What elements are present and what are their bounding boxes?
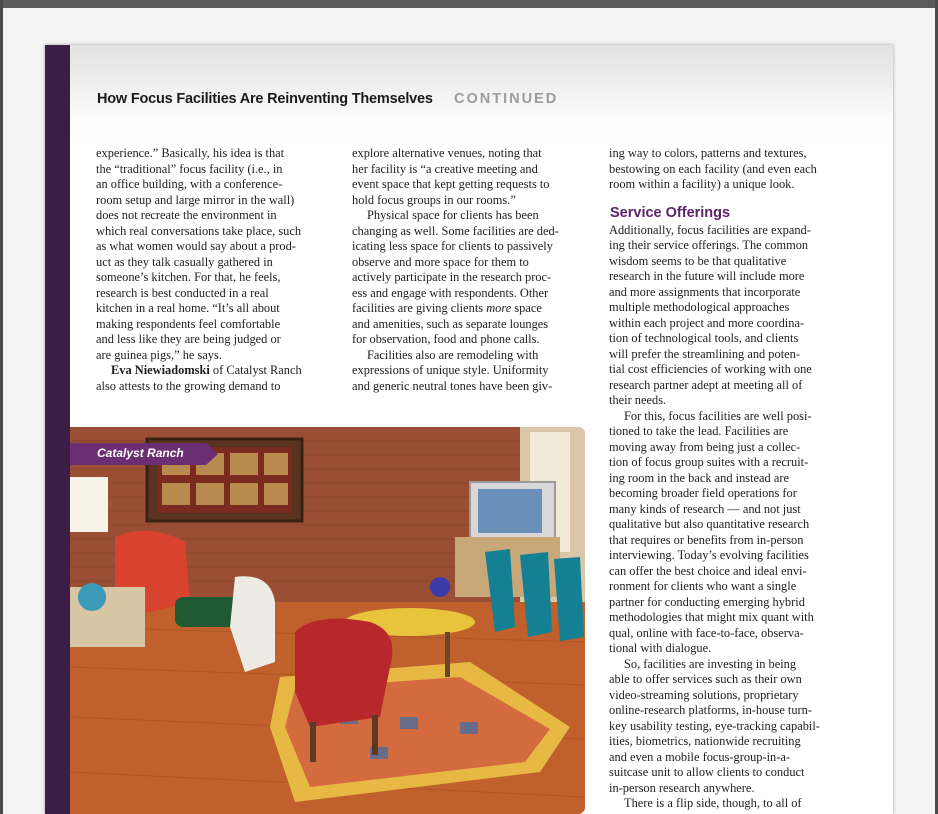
text-line: will prefer the streamlining and poten-: [609, 346, 800, 361]
text-line: research partner adept at meeting all of: [609, 377, 803, 392]
section-heading: Service Offerings: [610, 204, 731, 221]
text-column-2: [352, 146, 559, 394]
emphasis-word: more: [486, 301, 512, 315]
text-line: an office building, with a conference-: [96, 177, 283, 191]
text-line: also attests to the growing demand to: [96, 378, 281, 393]
photo-caption: Catalyst Ranch: [97, 446, 184, 460]
text-line: making respondents feel comfortable: [96, 316, 281, 331]
text-line: tial cost efficiencies of working with one: [609, 362, 812, 376]
text-line: icating less space for clients to passively: [352, 239, 553, 253]
text-line: her facility is “a creative meeting and: [352, 161, 538, 176]
text-line: observe and more space for them to: [352, 254, 529, 269]
text-line: ities, biometrics, nationwide recruiting: [609, 734, 801, 748]
text-line: online-research platforms, in-house turn-: [609, 703, 812, 717]
text-line: Additionally, focus facilities are expand-: [609, 222, 811, 237]
text-line: actively participate in the research proc-: [352, 270, 552, 284]
text-line: and less like they are being judged or: [96, 332, 281, 346]
text-line: uct as they talk casually gathered in: [96, 254, 273, 269]
text-line: hold focus groups in our rooms.”: [352, 192, 516, 207]
text-line: ronment for clients who want a single: [609, 579, 797, 593]
text-line: many kinds of research — and not just: [609, 501, 801, 516]
text-line: ing room in the back and instead are: [609, 470, 789, 485]
viewer-left-border: [0, 0, 3, 814]
text-line: does not recreate the environment in: [96, 208, 277, 222]
paragraph-start: Facilities also are remodeling with: [367, 347, 539, 362]
purple-accent-bar: [45, 45, 70, 814]
text-fragment: facilities are giving clients: [352, 301, 487, 315]
paragraph-start: [96, 363, 302, 379]
text-fragment: of Catalyst Ranch: [209, 363, 302, 377]
text-line: and amenities, such as separate lounges: [352, 316, 549, 331]
text-line: experience.” Basically, his idea is that: [96, 146, 285, 160]
text-line: are guinea pigs,” he says.: [96, 347, 222, 362]
text-line: ing way to colors, patterns and textures,: [609, 146, 807, 160]
paragraph-start: Physical space for clients has been: [367, 208, 539, 222]
paragraph-start: So, facilities are investing in being: [624, 656, 797, 671]
text-line: qual, online with face-to-face, observa-: [609, 625, 804, 640]
text-fragment: space: [511, 301, 542, 315]
text-line: their needs.: [609, 393, 667, 407]
text-line: video-streaming solutions, proprietary: [609, 687, 799, 702]
lounge-photo-illustration: [70, 427, 585, 814]
text-line: suitcase unit to allow clients to conduct: [609, 765, 805, 779]
text-column-3: [609, 146, 820, 812]
text-line: someone’s kitchen. For that, he feels,: [96, 270, 281, 284]
text-line: becoming broader field operations for: [609, 486, 797, 500]
text-line: and even a mobile focus-group-in-a-: [609, 749, 790, 764]
text-line: as what women would say about a prod-: [96, 239, 296, 253]
text-line: key usability testing, eye-tracking capabil-: [609, 718, 820, 733]
text-line: ess and engage with respondents. Other: [352, 285, 549, 300]
text-line: moving away from being just a collec-: [609, 439, 801, 454]
person-name: Eva Niewiadomski: [111, 363, 210, 377]
text-line: event space that kept getting requests to: [352, 177, 550, 191]
text-line: tion of technological tools, and clients: [609, 331, 799, 345]
text-line: tion of focus group suites with a recruit-: [609, 455, 809, 469]
text-line: the “traditional” focus facility (i.e., in: [96, 161, 283, 176]
text-line: qualitative but also quantitative research: [609, 517, 810, 531]
text-line: research is best conducted in a real: [96, 285, 269, 300]
text-line: room setup and large mirror in the wall): [96, 192, 295, 207]
text-column-1: [96, 146, 302, 394]
text-line: in-person research anywhere.: [609, 780, 755, 795]
text-line: research in the future will include more: [609, 269, 805, 283]
text-line: and generic neutral tones have been giv-: [352, 378, 553, 393]
text-line: tional with dialogue.: [609, 641, 712, 655]
text-line: wisdom seems to be that qualitative: [609, 253, 787, 268]
text-line: tioned to take the lead. Facilities are: [609, 424, 789, 438]
text-line: partner for conducting emerging hybrid: [609, 594, 805, 609]
text-line: expressions of unique style. Uniformity: [352, 363, 549, 377]
text-line: room within a facility) a unique look.: [609, 177, 795, 191]
paragraph-start: There is a flip side, though, to all of: [624, 796, 802, 810]
text-line: able to offer services such as their own: [609, 672, 802, 686]
text-line: kitchen in a real home. “It’s all about: [96, 301, 280, 315]
text-line: multiple methodological approaches: [609, 300, 790, 314]
paragraph-start: For this, focus facilities are well posi-: [624, 408, 812, 423]
running-head-continued: CONTINUED: [454, 91, 559, 107]
lounge-photo: [70, 427, 585, 814]
text-line: ing their service offerings. The common: [609, 238, 809, 252]
text-line: can offer the best choice and ideal envi-: [609, 563, 807, 578]
text-line: which real conversations take place, such: [96, 223, 302, 238]
text-line: bestowing on each facility (and even each: [609, 161, 817, 176]
text-line: for observation, food and phone calls.: [352, 332, 540, 346]
text-line: that requires or benefits from in-person: [609, 532, 804, 547]
text-line: within each project and more coordina-: [609, 315, 805, 330]
running-head-title: How Focus Facilities Are Reinventing Themselves: [97, 91, 433, 107]
document-page: [45, 45, 893, 814]
text-line: [352, 301, 559, 317]
text-line: methodologies that might mix quant with: [609, 610, 814, 624]
viewer-top-border: [0, 0, 938, 8]
text-line: changing as well. Some facilities are ded-: [352, 223, 559, 238]
text-line: and more assignments that incorporate: [609, 284, 801, 299]
text-line: explore alternative venues, noting that: [352, 146, 542, 160]
text-line: interviewing. Today’s evolving facilities: [609, 548, 809, 562]
